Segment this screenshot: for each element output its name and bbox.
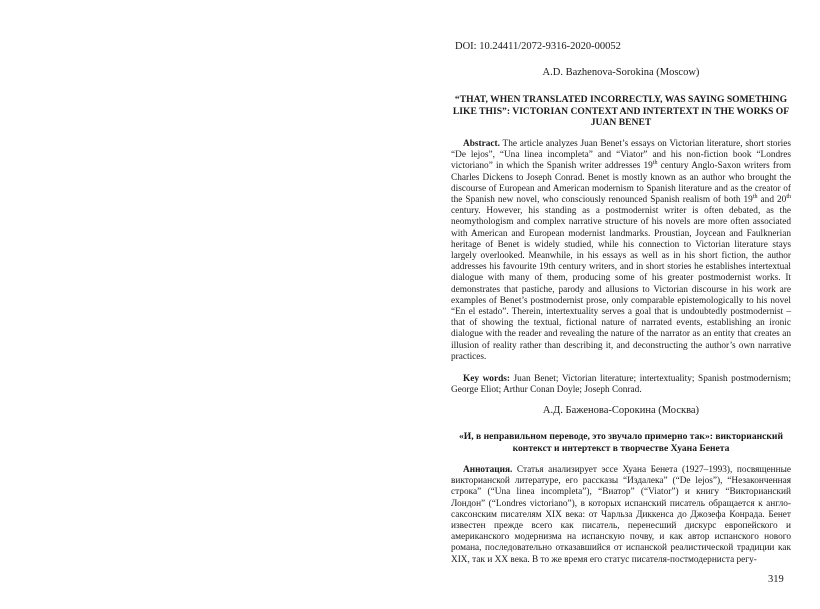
- abstract-text-russian: Статья анализирует эссе Хуана Бенета (1927–1993), посвященные викторианской литературе, его рассказы “Издалека” (“De lejos”), “Незаконченная строка” (“Una linea incompleta”), “Виатор” (“Viator”) и книгу “Викторианский Лондон” (“Londres victoriano”), в которых испанский писатель обращается к англо-саксонским писателям XIX века: от Чарльза Диккенса до Джозефа Конрада. Бенет известен прежде всего как писатель, перенесший дискурс европейского и американского модернизма на испанскую почву, и как автор испанского нового романа, последовательно отказавшийся от испанской реалистической традиции как XIX, так и XX века. В то же время его статус писателя-постмодерниста регу-: [451, 465, 791, 565]
- doi-line: DOI: 10.24411/2072-9316-2020-00052: [455, 41, 621, 52]
- article-title-english: “THAT, WHEN TRANSLATED INCORRECTLY, WAS SAYING SOMETHING LIKE THIS”: VICTORIAN CONTEXT AND INTERTEXT IN THE WORKS OF JUAN BENET: [452, 94, 790, 128]
- abstract-english-part4: century. However, his standing as a postmodernist writer is often debated, as the neomythologism and complex narrative structure of his novels are more often associated with American and European modernist landmarks. Proustian, Joycean and Faulknerian heritage of Benet is widely studied, while his connection to Victorian literature stays largely overlooked. Meanwhile, in his essays as well as in his short fiction, the author addresses his favourite 19th century writers, and in short stories he establishes intertextual dialogue with many of them, producing some of his greater postmodernist works. It demonstrates that pastiche, parody and allusions to Victorian discourse in his work are examples of Benet’s postmodernist prose, only comparable epistemologically to his novel “En el estado”. Therein, intertextuality serves a goal that is undoubtedly postmodernist – that of showing the textual, fictional nature of narrated events, establishing an ironic dialogue with the reader and revealing the nature of the narrator as an entity that creates an illusion of reality rather than describing it, and deconstructing the author’s own narrative practices.: [451, 206, 791, 362]
- abstract-english-part3: and 20: [757, 195, 787, 206]
- abstract-english: [451, 139, 791, 363]
- abstract-label-russian: Аннотация.: [463, 465, 513, 475]
- abstract-russian: [451, 465, 791, 566]
- journal-page: [451, 0, 791, 609]
- author-english: A.D. Bazhenova-Sorokina (Moscow): [542, 67, 700, 78]
- keywords-text-english: Juan Benet; Victorian literature; intertextuality; Spanish postmodernism; George Eliot; Arthur Conan Doyle; Joseph Conrad.: [451, 374, 791, 396]
- author-russian: А.Д. Баженова-Сорокина (Москва): [542, 405, 700, 416]
- abstract-label-english: Abstract.: [463, 139, 500, 149]
- abstract-english-part1: The article analyzes Juan Benet’s essays on Victorian literature, short stories “De lejos”, “Una linea incompleta” and “Viator” and his non-fiction book “Londres victoriano” in which the Spanish writer addresses 19: [451, 139, 791, 172]
- article-title-russian: «И, в неправильном переводе, это звучало примерно так»: викторианский контекст и интертекст в творчестве Хуана Бенета: [459, 431, 783, 454]
- superscript-th: th: [786, 193, 791, 200]
- page-number: 319: [768, 574, 784, 585]
- keywords-english: [451, 374, 791, 396]
- keywords-label-english: Key words:: [463, 374, 510, 384]
- abstract-english-part2: century Anglo-Saxon writers from Charles Dickens to Joseph Conrad. Benet is mostly known as an author who brought the discourse of European and American modernism to Spanish literature and as the creator of the Spanish new novel, who consciously renounced Spanish realism of both 19: [451, 161, 791, 206]
- superscript-th: th: [652, 160, 658, 167]
- superscript-th: th: [752, 193, 758, 200]
